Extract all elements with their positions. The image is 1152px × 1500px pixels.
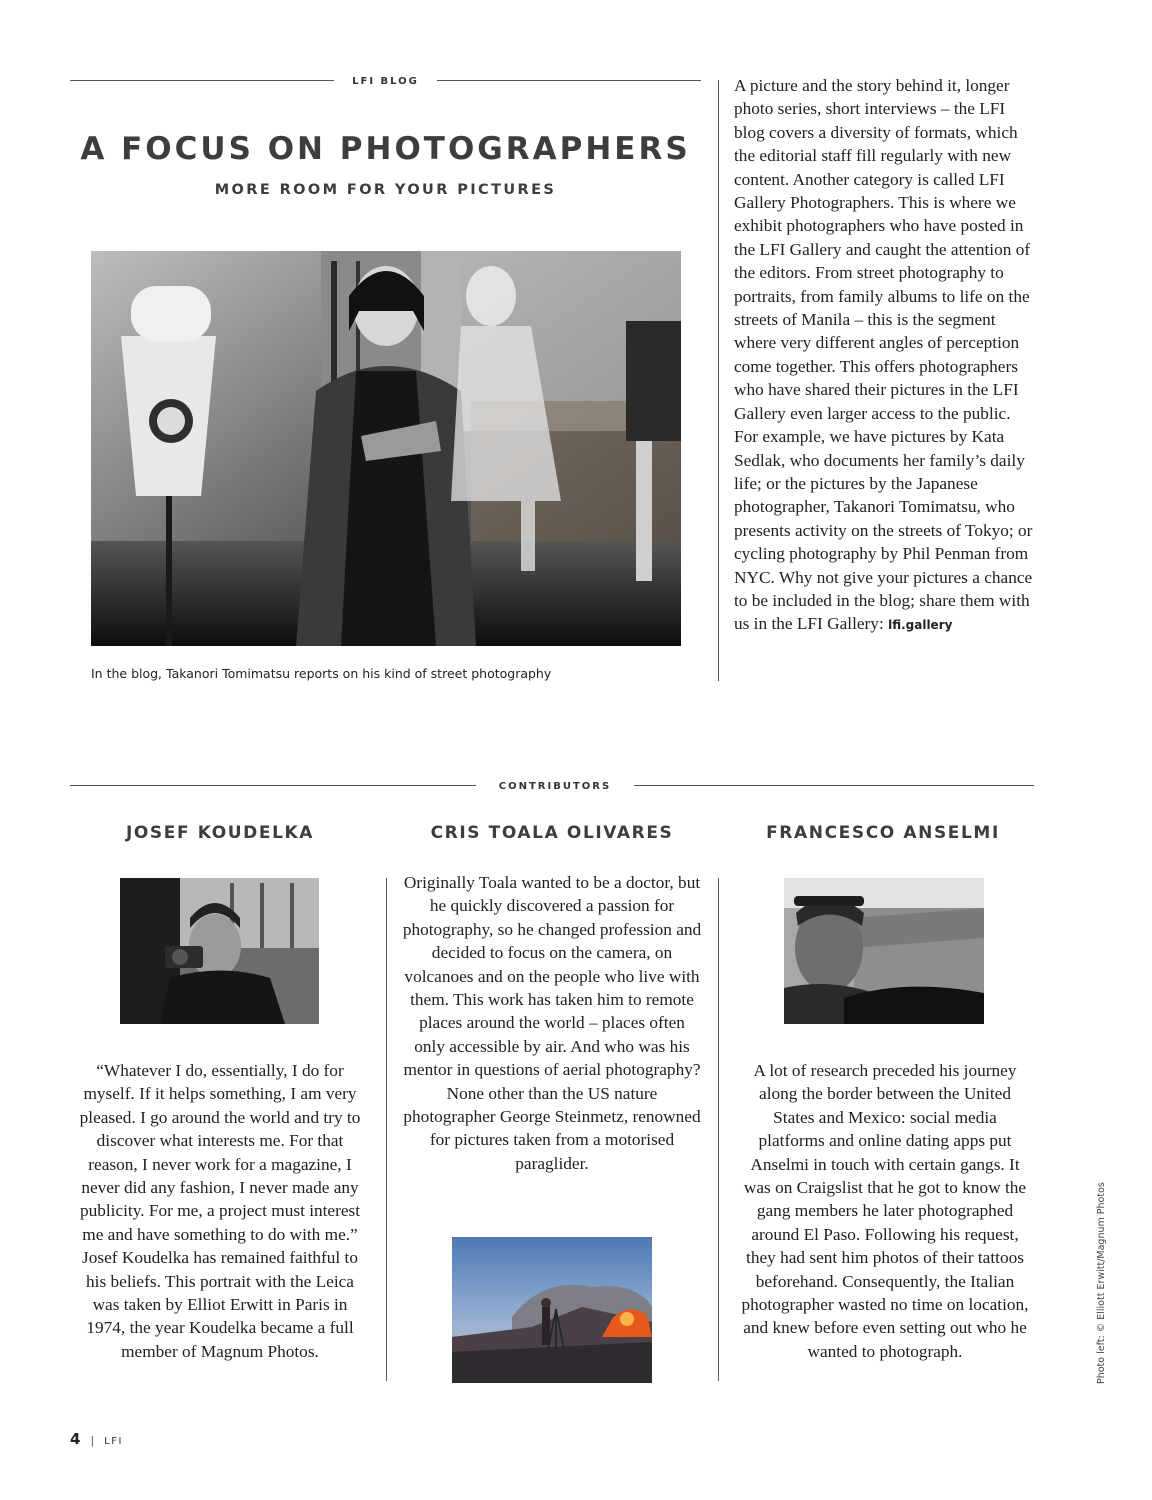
contributors-divider-2	[718, 878, 719, 1381]
magazine-name: LFI	[104, 1436, 123, 1447]
page-subtitle: MORE ROOM FOR YOUR PICTURES	[214, 182, 557, 198]
photo-caption: In the blog, Takanori Tomimatsu reports on his kind of street photography	[91, 666, 552, 681]
column-divider	[718, 80, 719, 681]
blog-rule-left	[70, 80, 334, 81]
contributors-rule-right	[634, 785, 1034, 786]
contributor-text: A lot of research preceded his journey along the border between the United States and Mexico: social media platforms and online dating apps put Anselmi in touch with certain gangs. It was on Craigslist that he got to know the gang members he later photographed around El Paso. Following his request, they had sent him photos of their tattoos beforehand. Consequently, the Italian photographer wasted no time on location, and knew before even setting out who he wanted to photograph.	[741, 1061, 1029, 1361]
anselmi-portrait	[784, 878, 984, 1024]
contributor-text: “Whatever I do, essentially, I do for myself. If it helps something, I am very pleased. I go around the world and try to discover what interests me. For that reason, I never work for a magazine, I never did any fashion, I never made any publicity. For me, a project must interest me and have something to do with me.” Josef Koudelka has remained faithful to his beliefs. This portrait with the Leica was taken by Elliot Erwitt in Paris in 1974, the year Koudelka became a full member of Magnum Photos.	[79, 1061, 361, 1361]
contributors-section-label: CONTRIBUTORS	[498, 781, 612, 792]
contributors-divider-1	[386, 878, 387, 1381]
contributor-text: Originally Toala wanted to be a doctor, but he quickly discovered a passion for photography, so he changed profession and decided to focus on the camera, on volcanoes and on the people who live with them. This work has taken him to remote places around the world – places often only accessible by air. And who was his mentor in questions of aerial photography? None other than the US nature photographer George Steinmetz, renowned for pictures taken from a motorised paraglider.	[402, 873, 702, 1173]
photo-credit: Photo left: © Elliott Erwitt/Magnum Photos	[1096, 1182, 1107, 1384]
gallery-link[interactable]: lfi.gallery	[888, 618, 953, 633]
contributor-name: FRANCESCO ANSELMI	[766, 823, 1000, 843]
page-footer	[70, 1430, 123, 1449]
blog-rule-right	[437, 80, 701, 81]
contributors-rule-left	[70, 785, 476, 786]
contributor-name: JOSEF KOUDELKA	[125, 823, 315, 843]
volcano-photo	[452, 1237, 652, 1383]
contributor-name: CRIS TOALA OLIVARES	[430, 823, 674, 843]
footer-separator: |	[90, 1434, 95, 1447]
blog-section-label: LFI BLOG	[352, 76, 419, 87]
street-photo	[91, 251, 681, 646]
blog-body-copy: A picture and the story behind it, longer photo series, short interviews – the LFI blog covers a diversity of formats, which the editorial staff fill regularly with new content. Another category is called LFI Gallery Photographers. This is where we exhibit photographers who have posted in the LFI Gallery and caught the attention of the editors. From street photography to portraits, from family albums to life on the streets of Manila – this is the segment where very different angles of perception come together. This offers photographers who have shared their pictures in the LFI Gallery even larger access to the public. For example, we have pictures by Kata Sedlak, who documents her family’s daily life; or the pictures by the Japanese photographer, Takanori Tomimatsu, who presents activity on the streets of Tokyo; or cycling photography by Phil Penman from NYC. Why not give your pictures a chance to be included in the blog; share them with us in the LFI Gallery:	[734, 76, 1033, 634]
blog-body-text	[734, 74, 1036, 638]
koudelka-portrait	[120, 878, 319, 1024]
page-number: 4	[70, 1430, 81, 1448]
page-title: A FOCUS ON PHOTOGRAPHERS	[80, 131, 691, 167]
